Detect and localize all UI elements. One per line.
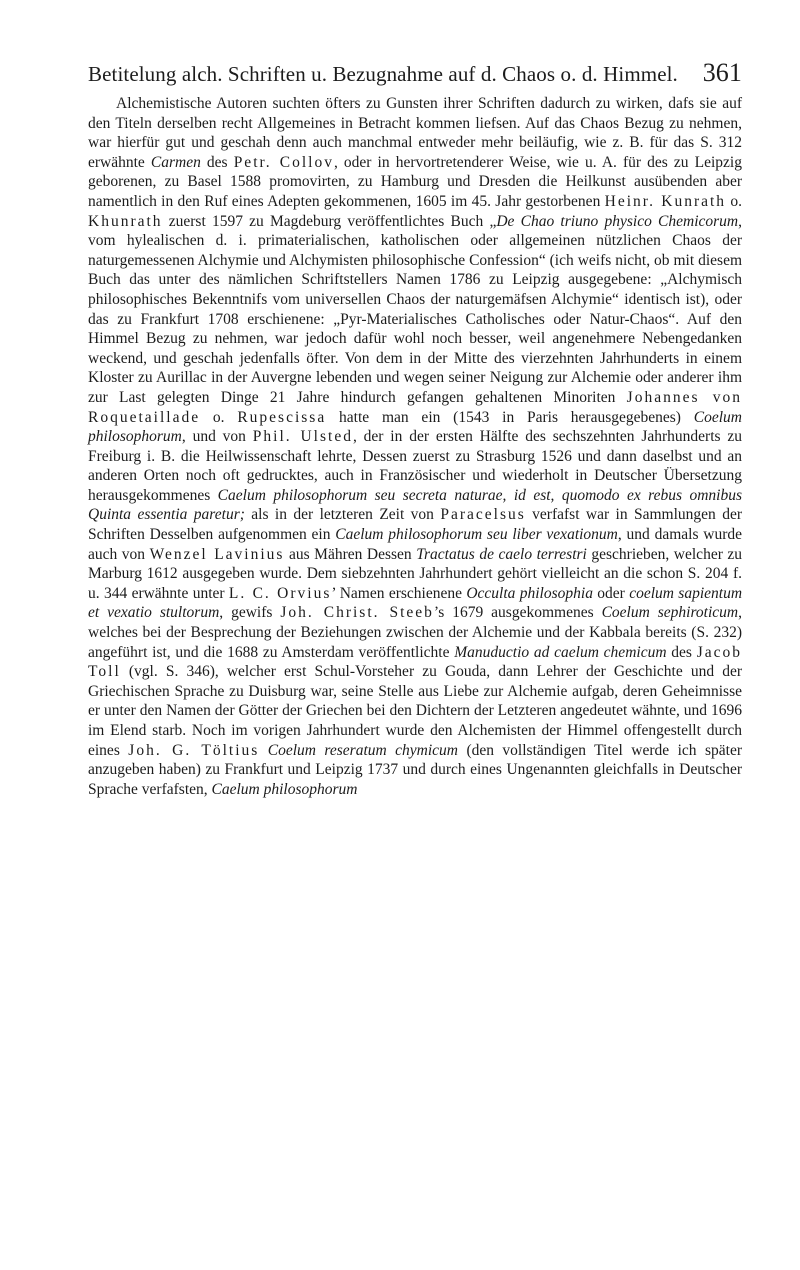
text-run: des [200, 153, 234, 171]
text-run: aus Mähren Dessen [284, 545, 417, 563]
spaced-name: Petr. Collov [233, 153, 334, 171]
spaced-name: Rupescissa [237, 408, 327, 426]
italic-title: Coelum reseratum chymicum [267, 741, 458, 759]
spaced-name: Paracelsus [440, 506, 526, 524]
italic-title: Manuductio ad caelum chemicum [454, 643, 667, 661]
text-run: ’ Namen erschienene [331, 584, 467, 602]
italic-title: Coelum sephiroticum [601, 604, 739, 622]
spaced-name: Jacob Toll [88, 643, 742, 681]
running-title: Betitelung alch. Schriften u. Bezugnahme auf d. Chaos o. d. Himmel. [88, 62, 678, 86]
italic-title: Occulta philosophia [466, 584, 593, 602]
text-run: o. [200, 408, 238, 426]
text-run: geschrieben, welcher zu Marburg 1612 ausgegeben wurde. Dem siebzehnten Jahrhundert gehört vielleicht an die schon S. 204 f. u. 344 erwähnte unter [88, 545, 743, 602]
text-run: zuerst 1597 zu Magdeburg veröffentlichtes Buch „ [162, 212, 497, 230]
text-run: , und damals wurde auch von [88, 526, 742, 563]
text-run: ’s 1679 ausgekommenes [433, 604, 602, 622]
italic-title: De Chao triuno physico Chemicorum [496, 212, 739, 230]
italic-title: Tractatus de caelo terrestri [416, 545, 587, 563]
spaced-name: Phil. Ulsted [252, 428, 353, 446]
spaced-name: Khunrath [88, 212, 163, 230]
italic-title: Coelum philosophorum [88, 408, 742, 446]
spaced-name: Wenzel Lavinius [149, 545, 285, 563]
text-run: , welches bei der Besprechung der Beziehungen zwischen der Alchemie und der Kabbala bereits (S. 232) angeführt ist, und die 1688 zu Amsterdam veröffentlichte [88, 604, 742, 661]
text-run: , und von [181, 428, 253, 446]
italic-title: Caelum philosophorum seu liber vexationum [335, 526, 618, 544]
page-number: 361 [702, 58, 742, 87]
text-run: o. [726, 192, 742, 210]
running-header [88, 58, 742, 88]
text-run: , der in der ersten Hälfte des sechszehnten Jahrhunderts zu Freiburg i. B. die Heilwissenschaft lehrte, Dessen zuerst zu Strasburg 1526 und dann daselbst und an anderen Orten noch oft gedrucktes, auch in Französischer und wiederholt in Deutscher Übersetzung herausgekommenes [88, 428, 743, 504]
text-run [259, 742, 267, 759]
spaced-name: Heinr. Kunrath [604, 192, 727, 210]
text-run: (den vollständigen Titel werde ich später anzugeben haben) zu Frankfurt und Leipzig 1737 und durch eines Ungenannten gleichfalls in Deutscher Sprache verfafsten, [88, 741, 742, 798]
text-run: oder [592, 584, 630, 602]
italic-title: coelum sapientum et vexatio stultorum [88, 584, 743, 622]
text-run: , gewifs [219, 604, 281, 622]
spaced-name: Joh. G. Töltius [128, 741, 260, 759]
text-run: verfafst war in Sammlungen der Schriften Desselben aufgenommen ein [88, 506, 742, 544]
text-run: , oder in hervortretenderer Weise, wie u. A. für des zu Leipzig geborenen, zu Basel 1588 promovirten, zu Hamburg und Dresden die Heilkunst ausübenden aber namentlich in den Ruf eines Adepten gekommenen, 1605 im 45. Jahr gestorbenen [88, 153, 742, 210]
spaced-name: Joh. Christ. Steeb [280, 604, 434, 622]
italic-title: Caelum philosophorum [211, 780, 358, 798]
body-text [88, 94, 742, 799]
spaced-name: Johannes von Roquetaillade [88, 388, 742, 426]
italic-title: Carmen [150, 153, 201, 171]
text-run: hatte man ein (1543 in Paris herausgegebenes) [326, 408, 694, 426]
text-run: des [666, 643, 697, 661]
spaced-name: L. C. Orvius [228, 584, 332, 602]
italic-title: Caelum philosophorum seu secreta naturae, id est, quomodo ex rebus omnibus Quinta essentia paretur; [88, 486, 742, 524]
text-run: Alchemistische Autoren suchten öfters zu Gunsten ihrer Schriften dadurch zu wirken, dafs sie auf den Titeln derselben recht Allgemeines in Betracht kommen liefsen. Auf das Chaos Bezug zu nehmen, war hierfür gut und geschah denn auch manchmal entweder mehr beiläufig, wie z. B. für das S. 312 erwähnte [88, 95, 742, 171]
text-run: (vgl. S. 346), welcher erst Schul-Vorsteher zu Gouda, dann Lehrer der Geschichte und der Griechischen Sprache zu Duisburg war, seine Stelle aus Liebe zur Alchemie aufgab, deren Geheimnisse er unter den Namen der Götter der Griechen bei den Dichtern der Letzteren angedeutet wähnte, und 1696 im Elend starb. Noch im vorigen Jahrhundert wurde den Alchemisten der Himmel offengestellt durch eines [88, 663, 742, 759]
text-run: als in der letzteren Zeit von [244, 506, 441, 524]
text-run: , vom hylealischen d. i. primaterialischen, katholischen oder allgemeinen nützlichen Chaos der naturgemessenen Alchymie und Alchymisten philosophische Confession“ (ich weifs nicht, ob mit diesem Buch das unter des nämlichen Schriftstellers Namen 1786 zu Leipzig ausgegebene: „Alchymisch philosophisches Bekenntnifs vom universellen Chaos der naturgemäfsen Alchymie“ identisch ist), oder das zu Frankfurt 1708 erschienene: „Pyr-Materialisches Catholisches oder Natur-Chaos“. Auf den Himmel Bezug zu nehmen, war jedoch dafür wohl noch besser, weil angenehmere Nebengedanken weckend, und geschah jedenfalls öfter. Von dem in der Mitte des vierzehnten Jahrhunderts in einem Kloster zu Aurillac in der Auvergne lebenden und wegen seiner Neigung zur Alchemie oder anderer ihm zur Last gelegten Dinge 21 Jahre hindurch gefangen gehaltenen Minoriten [88, 212, 742, 406]
paragraph [88, 94, 742, 799]
